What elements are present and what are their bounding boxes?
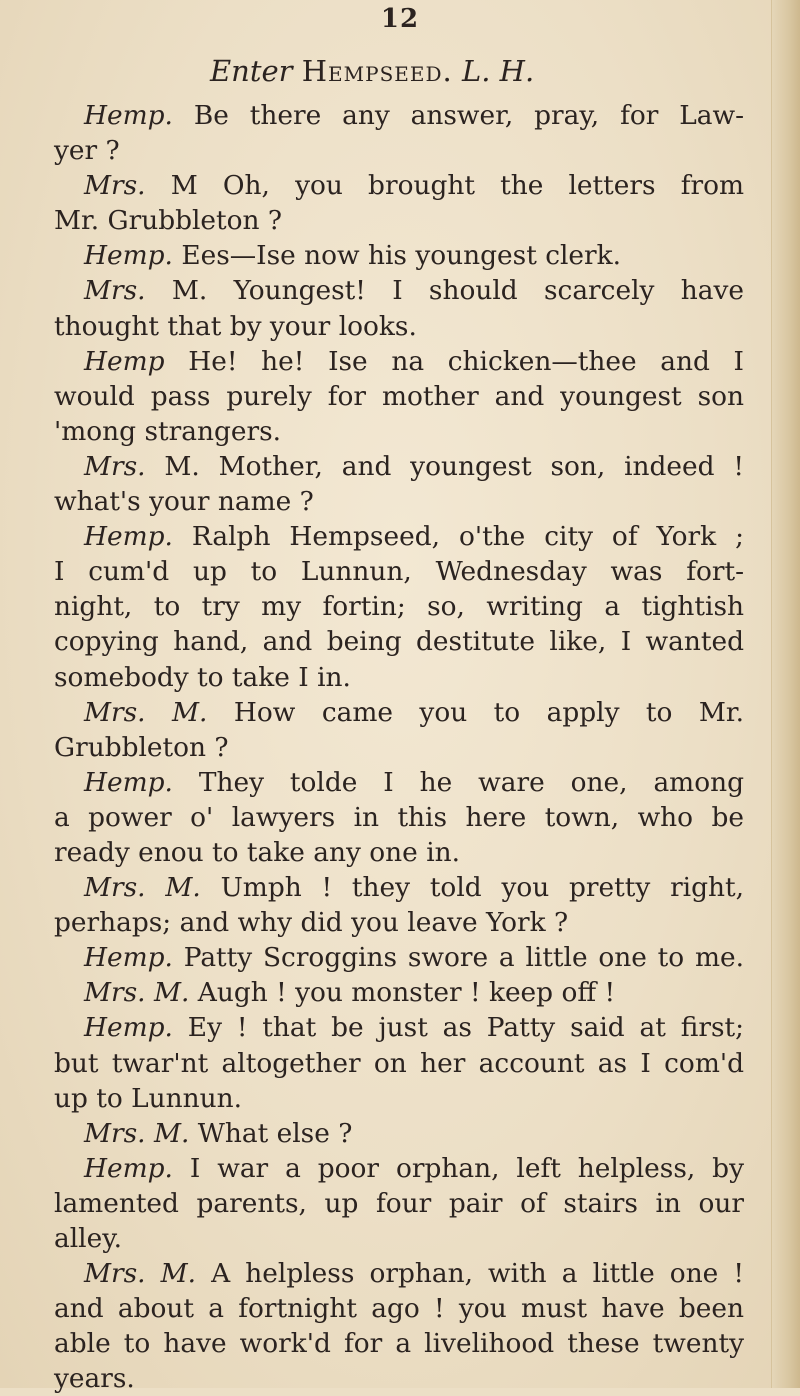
text-line (54, 1326, 744, 1361)
text-line (54, 168, 744, 203)
text-line (54, 344, 744, 379)
line-text: lamented parents, up four pair of stairs in our (54, 1187, 744, 1219)
text-line (54, 765, 744, 800)
line-text: what's your name ? (54, 486, 314, 518)
text-line (54, 1221, 744, 1256)
text-line (54, 1186, 744, 1221)
line-text: M Oh, you brought the letters from (145, 170, 744, 202)
text-line (54, 1361, 744, 1396)
text-line (54, 660, 744, 695)
stage-direction-character: Hempseed. (301, 54, 453, 88)
line-text: somebody to take I in. (54, 661, 351, 693)
line-text: perhaps; and why did you leave York ? (54, 907, 569, 939)
line-text: would pass purely for mother and youngest son (54, 380, 744, 412)
speaker-name: Mrs. M. (84, 696, 208, 728)
speaker-name: Hemp. (84, 1012, 173, 1044)
dialogue-text (54, 98, 744, 1396)
text-line (54, 554, 744, 589)
page-gutter (771, 0, 800, 1388)
text-line (54, 203, 744, 238)
line-text: thought that by your looks. (54, 310, 417, 342)
line-text: He! he! Ise na chicken—thee and I (164, 345, 744, 377)
text-line (54, 414, 744, 449)
line-text: Ees—Ise now his youngest clerk. (172, 240, 622, 272)
line-text: M. Youngest! I should scarcely have (145, 275, 744, 307)
speaker-name: Mrs. M. (84, 872, 201, 904)
speaker-name: Mrs. (84, 170, 146, 202)
line-text: A helpless orphan, with a little one ! (196, 1258, 744, 1290)
stage-direction-initials: L. H. (461, 54, 535, 88)
text-line (54, 133, 744, 168)
text-line (54, 870, 744, 905)
text-line (54, 449, 744, 484)
speaker-name: Hemp. (84, 766, 173, 798)
line-text: They tolde I he ware one, among (172, 766, 744, 798)
text-line (54, 1291, 744, 1326)
speaker-name: Hemp. (84, 1152, 173, 1184)
line-text: Be there any answer, pray, for Law- (172, 100, 744, 131)
text-line (54, 695, 744, 730)
speaker-name: Mrs. M. (84, 1117, 190, 1149)
line-text: but twar'nt altogether on her account as I com'd (54, 1047, 744, 1079)
line-text: able to have work'd for a livelihood these twenty (54, 1328, 744, 1360)
line-text: 'mong strangers. (54, 415, 282, 447)
text-line (54, 1046, 744, 1081)
text-line (54, 519, 744, 554)
line-text: night, to try my fortin; so, writing a tightish (54, 591, 744, 623)
speaker-name: Mrs. (84, 450, 146, 482)
stage-direction-enter: Enter (210, 54, 293, 88)
line-text: ready enou to take any one in. (54, 836, 461, 868)
text-line (54, 238, 744, 273)
text-line (54, 98, 744, 133)
line-text: Grubbleton ? (54, 731, 229, 763)
line-text: Patty Scroggins swore a little one to me. (172, 942, 744, 974)
line-text: and about a fortnight ago ! you must have been (54, 1293, 744, 1325)
speaker-name: Mrs. (84, 275, 146, 307)
text-line (54, 624, 744, 659)
line-text: M. Mother, and youngest son, indeed ! (145, 450, 744, 482)
line-text: Mr. Grubbleton ? (54, 205, 283, 237)
text-line (54, 1256, 744, 1291)
page-number: 12 (380, 4, 420, 34)
line-text: I war a poor orphan, left helpless, by (172, 1152, 744, 1184)
text-line (54, 1116, 744, 1151)
speaker-name: Hemp. (84, 100, 173, 131)
text-line (54, 484, 744, 519)
text-line (54, 273, 744, 308)
speaker-name: Hemp (84, 345, 165, 377)
text-line (54, 1010, 744, 1045)
speaker-name: Mrs. M. (84, 1258, 197, 1290)
line-text: Augh ! you monster ! keep off ! (189, 977, 616, 1009)
text-line (54, 309, 744, 344)
line-text: yer ? (54, 135, 120, 167)
text-line (54, 975, 744, 1010)
line-text: Ey ! that be just as Patty said at first; (172, 1012, 744, 1044)
line-text: copying hand, and being destitute like, I wanted (54, 626, 744, 658)
text-line (54, 1081, 744, 1116)
text-line (54, 589, 744, 624)
line-text: a power o' lawyers in this here town, who be (54, 801, 744, 833)
text-line (54, 800, 744, 835)
stage-direction (210, 54, 534, 88)
text-line (54, 1151, 744, 1186)
speaker-name: Mrs. M. (84, 977, 190, 1009)
line-text: What else ? (189, 1117, 353, 1149)
line-text: Ralph Hempseed, o'the city of York ; (172, 521, 744, 553)
text-line (54, 940, 744, 975)
text-line (54, 905, 744, 940)
line-text: How came you to apply to Mr. (207, 696, 744, 728)
line-text: I cum'd up to Lunnun, Wednesday was fort- (54, 556, 744, 588)
line-text: years. (54, 1363, 135, 1395)
speaker-name: Hemp. (84, 240, 173, 272)
line-text: Umph ! they told you pretty right, (200, 872, 745, 904)
line-text: alley. (54, 1223, 123, 1254)
speaker-name: Hemp. (84, 942, 173, 974)
text-line (54, 379, 744, 414)
line-text: up to Lunnun. (54, 1082, 243, 1114)
speaker-name: Hemp. (84, 521, 173, 553)
text-line (54, 730, 744, 765)
text-line (54, 835, 744, 870)
